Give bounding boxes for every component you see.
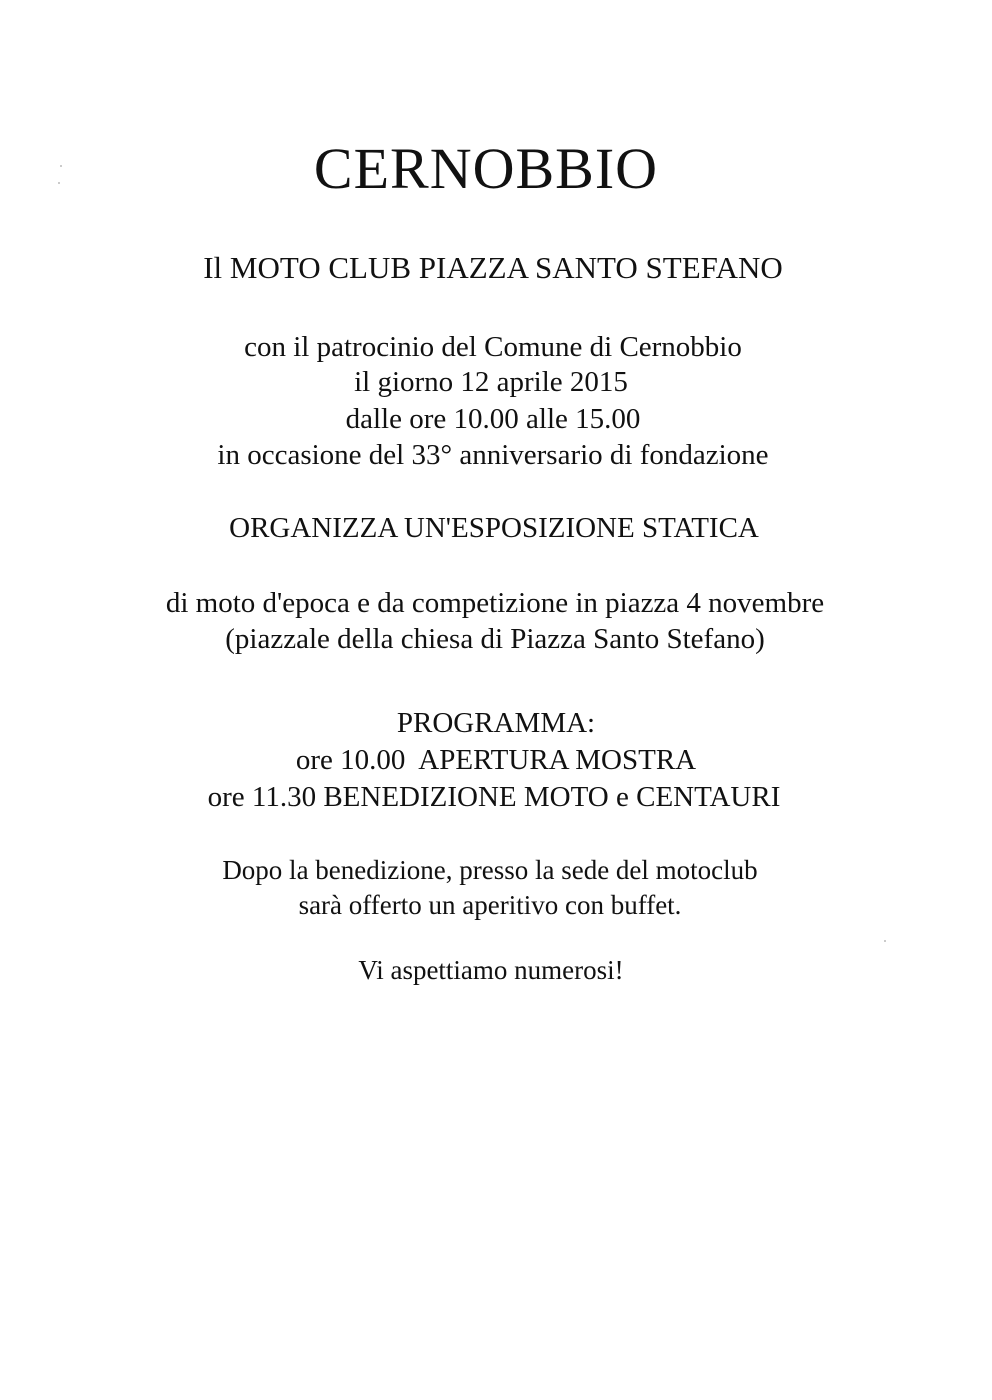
program-item: ore 11.30 BENEDIZIONE MOTO e CENTAURI bbox=[207, 781, 781, 813]
closing-line: Vi aspettiamo numerosi! bbox=[358, 955, 624, 985]
location-line: (piazzale della chiesa di Piazza Santo Stefano) bbox=[225, 623, 765, 655]
intro-line: il giorno 12 aprile 2015 bbox=[354, 366, 628, 398]
after-event-line: Dopo la benedizione, presso la sede del motoclub bbox=[222, 855, 758, 885]
event-headline: ORGANIZZA UN'ESPOSIZIONE STATICA bbox=[229, 512, 759, 544]
intro-line: con il patrocinio del Comune di Cernobbio bbox=[244, 331, 742, 363]
intro-line: dalle ore 10.00 alle 15.00 bbox=[345, 403, 641, 435]
program-heading: PROGRAMMA: bbox=[396, 707, 596, 739]
scan-speck bbox=[884, 940, 886, 942]
after-event-line: sarà offerto un aperitivo con buffet. bbox=[298, 890, 682, 920]
location-line: di moto d'epoca e da competizione in piazza 4 novembre bbox=[165, 587, 825, 619]
program-item: ore 10.00 APERTURA MOSTRA bbox=[295, 744, 697, 776]
document-title: CERNOBBIO bbox=[313, 136, 659, 201]
intro-line: in occasione del 33° anniversario di fondazione bbox=[217, 439, 769, 471]
organizer-line: Il MOTO CLUB PIAZZA SANTO STEFANO bbox=[203, 250, 783, 285]
